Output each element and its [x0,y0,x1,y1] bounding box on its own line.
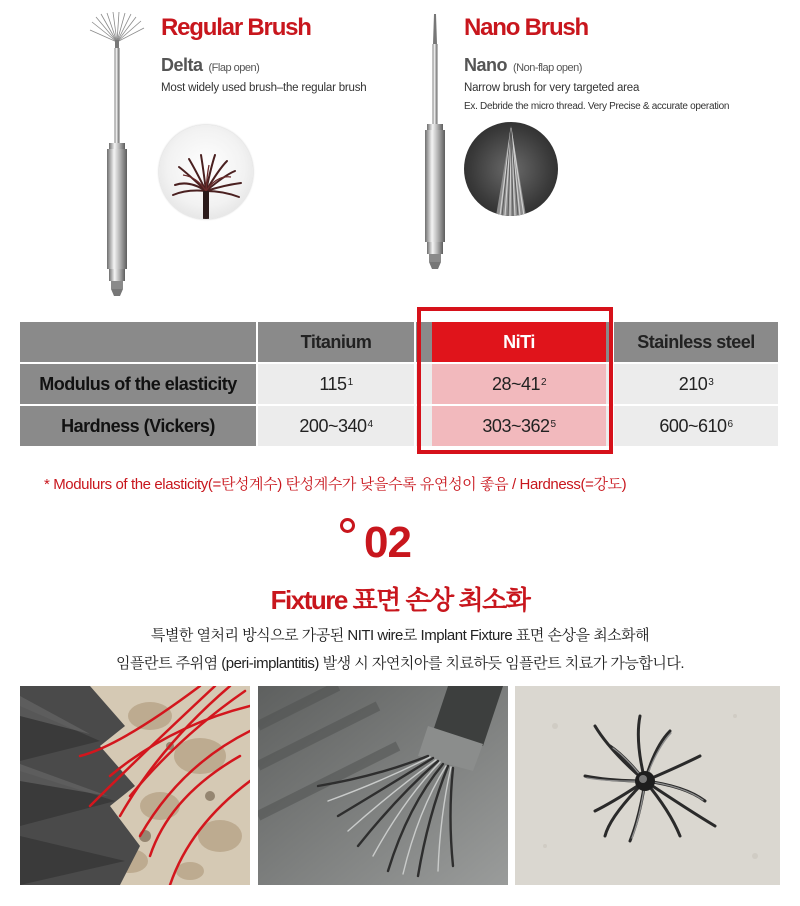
table-cell [614,406,778,446]
cell-ref: 1 [347,376,353,388]
table-header-niti: NiTi [432,322,606,362]
cell-ref: 2 [541,376,547,388]
section-description-line: 특별한 열처리 방식으로 가공된 NITI wire로 Implant Fixture 표면 손상을 최소화해 [150,627,650,644]
cell-ref: 4 [367,418,373,430]
brush-closeup-photo [258,686,508,885]
regular-brush-icon [82,10,152,300]
product-name [464,55,582,76]
cell-value: 200~340 [299,415,367,436]
product-description: Most widely used brush–the regular brush [161,82,367,94]
cell-value: 210 [678,373,708,394]
table-header-empty [20,322,256,362]
row-label: Modulus of the elasticity [20,364,256,404]
section-title: Fixture 표면 손상 최소화 [270,585,530,615]
table-row [20,406,778,448]
product-name-text: Delta [161,55,203,75]
product-title: Nano Brush [464,14,589,41]
footnote: * Modulurs of the elasticity(=탄성계수) 탄성계수가 낮을수록 유연성이 좋음 / Hardness(=강도) [44,476,627,493]
section-description-line: 임플란트 주위염 (peri-implantitis) 발생 시 자연치아를 치료하듯 임플란트 치료가 가능합니다. [115,655,685,672]
cell-ref: 3 [708,376,714,388]
section-number: 02 [364,518,411,567]
delta-brush-photo [159,125,253,219]
cell-value: 28~41 [491,373,540,394]
table-cell [258,364,414,404]
table-header-stainless: Stainless steel [614,322,778,362]
cell-value: 115 [319,373,347,394]
table-row [20,364,778,406]
product-name [161,55,259,76]
table-header-titanium: Titanium [258,322,414,362]
product-example: Ex. Debride the micro thread. Very Precise & accurate operation [464,101,730,112]
niti-highlight-frame [417,307,613,454]
table-cell [614,364,778,404]
nano-brush-photo [464,122,558,216]
cell-value: 600~610 [659,415,727,436]
nano-brush-icon [410,14,460,274]
product-description: Narrow brush for very targeted area [464,82,640,94]
section-ring-icon [340,518,355,533]
fixture-wire-photo [20,686,250,885]
table-cell [258,406,414,446]
cell-value: 303~362 [482,415,550,436]
brush-head-top-photo [515,686,780,885]
product-title: Regular Brush [161,14,311,41]
cell-ref: 6 [727,418,733,430]
product-variant: (Flap open) [208,62,260,74]
product-variant: (Non-flap open) [513,62,582,74]
product-name-text: Nano [464,55,507,75]
table-header-row [20,322,778,364]
cell-ref: 5 [550,418,556,430]
row-label: Hardness (Vickers) [20,406,256,446]
